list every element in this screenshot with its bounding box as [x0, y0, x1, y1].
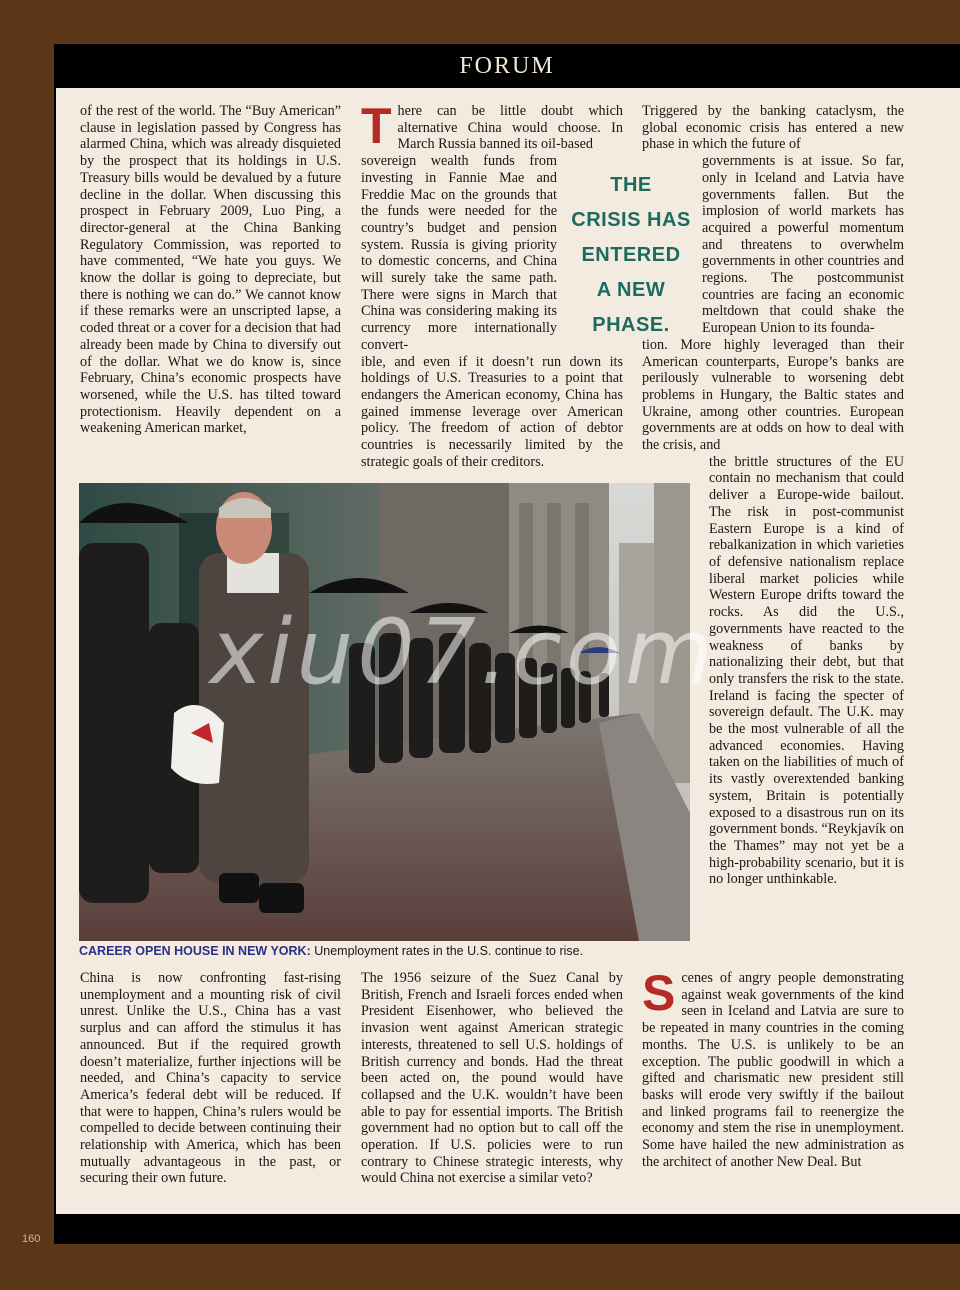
paragraph: Triggered by the banking cataclysm, the global economic crisis has entered a new phase in which the future of	[642, 103, 904, 153]
paragraph: China is now confronting fast-rising unemployment and a mounting risk of civil unrest. Unlike the U.S., China has a vast surplus and can afford the stimulus it has announced. But if the required growth doesn’t materialize, further injections will be needed, and China’s capacity to service America’s federal debt will be reduced. If that were to happen, China’s rulers would be compelled to decide between continuing their relationship with America, which has been mutually advantageous in the past, or securing their own future.	[80, 970, 341, 1187]
caption-lead: CAREER OPEN HOUSE IN NEW YORK:	[79, 944, 311, 958]
pull-quote-line: ENTERED	[581, 244, 681, 266]
paragraph: here can be little doubt which alternative China would choose. In March Russia banned its oil-based	[397, 103, 623, 153]
drop-cap: T	[361, 98, 392, 154]
column-bottom-left	[80, 970, 341, 1187]
column-bottom-right	[642, 965, 904, 1170]
paragraph: of the rest of the world. The “Buy American” clause in legislation passed by Congress has alarmed China, which was already disquieted by the prospect that its holdings in U.S. Treasury bills would be devalued by a future decline in the dollar. When discussing this prospect in February 2009, Luo Ping, a director-general at the China Banking Regulatory Commission, was reported to have commented, “We hate you guys. We know the dollar is going to depreciate, but there is nothing we can do.” We cannot know if these remarks were an unscripted lapse, a coded threat or a cover for a decision that had already been made by China to diversify out of the dollar. What we do know is, since February, China’s economic prospects have worsened, while the U.S. has tilted toward protectionism. Heavily dependent on a weakening American market,	[80, 103, 341, 437]
pull-quote-line: CRISIS HAS	[571, 209, 691, 231]
photo-job-fair-line	[79, 483, 690, 941]
page-number: 160	[22, 1233, 41, 1245]
pull-quote-line: PHASE.	[592, 314, 670, 336]
paragraph: governments is at issue. So far, only in Iceland and Latvia have governments fallen. But the implosion of world markets has acquired a powerful momentum and threatens to overwhelm governments in other countries and regions. The postcommunist countries are facing an economic meltdown that could shake the European Union to its founda-	[702, 153, 904, 337]
caption-text: Unemployment rates in the U.S. continue to rise.	[310, 944, 584, 958]
photo-caption	[79, 944, 699, 958]
paragraph: The 1956 seizure of the Suez Canal by British, French and Israeli forces ended when President Eisenhower, who believed the invasion went against American strategic interests, threatened to sell U.S. holdings of British currency and bonds. Had the threat been acted on, the pound would have collapsed and the U.K. wouldn’t have been able to pay for essential imports. The British government had no option but to call off the operation. If U.S. policies were to run contrary to Chinese strategic interests, why would China not exercise a similar veto?	[361, 970, 623, 1187]
column-top-left	[80, 103, 341, 437]
drop-cap: S	[642, 965, 676, 1021]
paragraph: the brittle structures of the EU contain no mechanism that could deliver a Europe-wide bailout. The risk in post-communist Eastern Europe is a kind of rebalkanization in which varieties of defensive nationalism replace liberal market policies while Western Europe drifts toward the rocks. As did the U.S., governments have reacted to the weakness of banks by nationalizing their debt, but that only transfers the risk to the state. Ireland is facing the specter of sovereign default. The U.K. may be the most vulnerable of all the advanced economies. Having taken on the liabilities of much of its vastly overextended banking system, Britain is potentially exposed to a disastrous run on its government bonds. “Reykjavík on the Thames” may not yet be a high-probability scenario, but it is no longer unthinkable.	[709, 453, 904, 888]
watermark: xiu07.com	[210, 600, 717, 705]
paragraph: sovereign wealth funds from investing in Fannie Mae and Freddie Mac on the grounds that the funds were needed for the country’s budget and pension system. Russia is giving priority to domestic concerns, and China will surely take the same path. There were signs in March that China was considering making its currency more internationally convert-	[361, 153, 557, 353]
paragraph-intro	[361, 98, 623, 154]
paragraph: tion. More highly leveraged than their American counterparts, Europe’s banks are perilously vulnerable to worsening debt problems in Hungary, the Baltic states and Ukraine, among other countries. European governments are at odds on how to deal with the crisis, and	[642, 336, 904, 454]
section-title: FORUM	[459, 53, 555, 79]
column-bottom-middle	[361, 970, 623, 1187]
section-header	[54, 44, 960, 88]
paragraph: cenes of angry people demonstrating against weak governments of the kind seen in Iceland and Latvia are sure to be repeated in many countries in the coming months. The U.S. is unlikely to be an exception. The public goodwill in which a gifted and charismatic new president still basks will erode very swiftly if the bailout and linked programs fail to reenergize the economy and stem the rise in unemployment. Some have hailed the new administration as the architect of another New Deal. But	[642, 970, 904, 1170]
paragraph: ible, and even if it doesn’t run down its holdings of U.S. Treasuries to a point that endangers the American economy, China has gained immense leverage over American policy. The freedom of action of debtor countries is necessarily limited by the strategic goals of their creditors.	[361, 353, 623, 470]
pull-quote-line: THE	[610, 174, 652, 196]
pull-quote-line: A NEW	[596, 279, 666, 301]
